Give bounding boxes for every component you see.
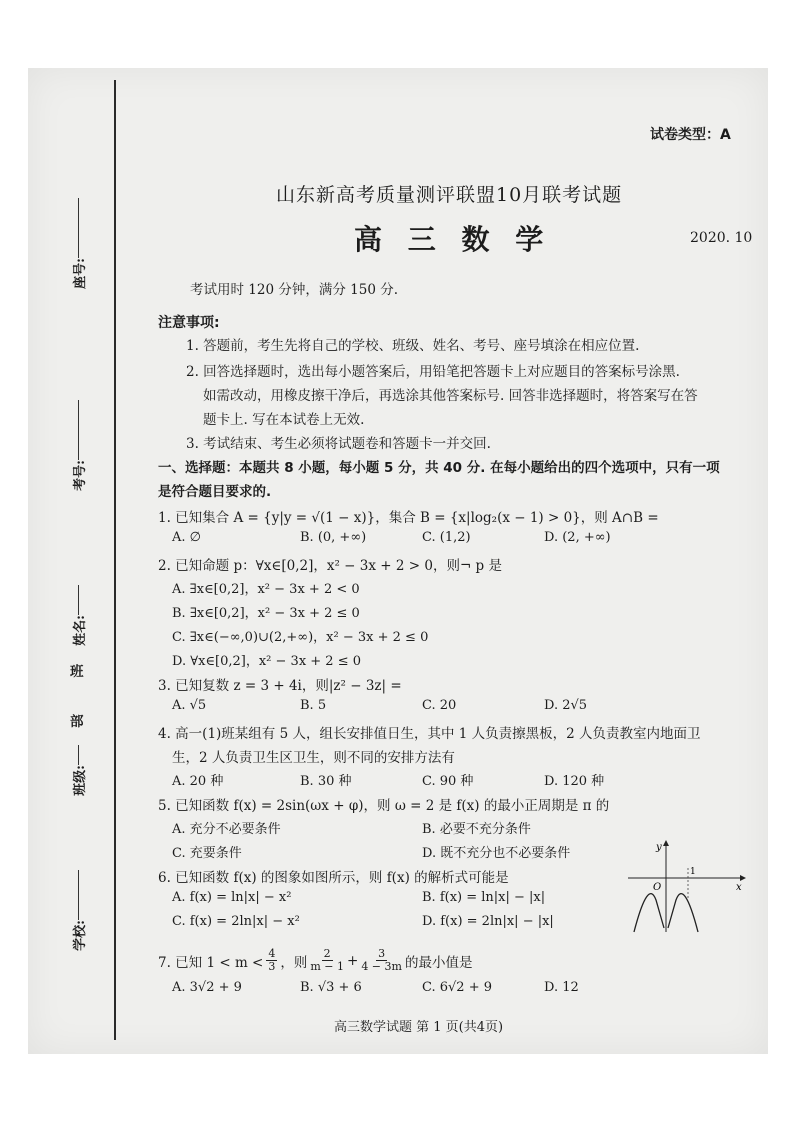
q7-fraction-1: [266, 948, 277, 973]
paper-type: 试卷类型：A: [650, 127, 731, 143]
q7-stem: [158, 948, 472, 973]
q2-stem: 2. 已知命题 p：∀x∈[0,2]，x² − 3x + 2 > 0，则¬ p 是: [158, 558, 502, 574]
q3-option-b: B. 5: [300, 698, 327, 713]
time-note: 考试用时 120 分钟，满分 150 分.: [190, 282, 398, 298]
exam-no-label: 考号:: [72, 460, 88, 491]
school-label: 学校:: [72, 920, 88, 951]
q4-option-c: C. 90 种: [422, 774, 474, 789]
q1-option-d: D. (2, +∞): [544, 530, 611, 545]
q7-frac2-num: 2: [323, 947, 331, 960]
class-blank: [78, 745, 79, 765]
q4-stem-line2: 生，2 人负责卫生区卫生，则不同的安排方法有: [172, 750, 455, 766]
main-title: 高 三 数 学: [354, 223, 552, 256]
note-2a: 2. 回答选择题时，选出每小题答案后，用铅笔把答题卡上对应题目的答案标号涂黑.: [186, 364, 680, 380]
school-field: [58, 870, 98, 951]
q7-stem-b: ，则: [280, 954, 308, 971]
q7-fraction-2: [310, 948, 344, 973]
q4-option-b: B. 30 种: [300, 774, 352, 789]
q5-option-c: C. 充要条件: [172, 846, 242, 861]
graph-y-arrow: [663, 840, 669, 846]
q6-option-c: C. f(x) = 2ln|x| − x²: [172, 914, 300, 929]
q2-option-b: B. ∃x∈[0,2]，x² − 3x + 2 ≤ 0: [172, 606, 360, 621]
note-1: 1. 答题前，考生先将自己的学校、班级、姓名、考号、座号填涂在相应位置.: [186, 338, 640, 354]
name-field: [58, 585, 98, 646]
page-footer: 高三数学试题 第 1 页(共4页): [334, 1020, 504, 1035]
q3-stem: 3. 已知复数 z = 3 + 4i，则|z² − 3z| =: [158, 678, 402, 694]
q1-option-c: C. (1,2): [422, 530, 471, 545]
q7-option-d: D. 12: [544, 980, 579, 995]
graph-left-branch: [634, 894, 664, 932]
ban-label: 班: [70, 664, 84, 680]
class-label: 班级:: [72, 765, 88, 796]
q7-frac3-den: 4 − 3m: [361, 960, 402, 973]
graph-x-label: x: [736, 882, 742, 893]
seat-blank: [78, 198, 79, 258]
q7-option-b: B. √3 + 6: [300, 980, 362, 995]
q2-option-c: C. ∃x∈(−∞,0)∪(2,+∞)，x² − 3x + 2 ≤ 0: [172, 630, 429, 645]
exam-no-blank: [78, 400, 79, 460]
exam-no-field: [58, 400, 98, 491]
q6-option-d: D. f(x) = 2ln|x| − |x|: [422, 914, 554, 929]
q7-stem-c: 的最小值是: [404, 954, 473, 971]
q1-option-b: B. (0, +∞): [300, 530, 367, 545]
seat-label: 座号:: [72, 258, 88, 289]
notes-title: 注意事项:: [158, 315, 220, 331]
note-2b: 如需改动，用橡皮擦干净后，再选涂其他答案标号. 回答非选择题时，将答案写在答: [203, 388, 698, 404]
q3-option-d: D. 2√5: [544, 698, 588, 713]
note-3: 3. 考试结束、考生必须将试题卷和答题卡一并交回.: [186, 436, 491, 452]
class-field: [58, 745, 98, 796]
q7-frac3-num: 3: [378, 947, 386, 960]
section1-line2: 是符合题目要求的.: [158, 484, 272, 500]
q5-option-a: A. 充分不必要条件: [172, 822, 281, 837]
q7-stem-a: 7. 已知 1 < m <: [158, 954, 264, 971]
q1-stem: 1. 已知集合 A = {y|y = √(1 − x)}，集合 B = {x|log₂(x − 1) > 0}，则 A∩B =: [158, 510, 659, 526]
q3-option-a: A. √5: [172, 698, 207, 713]
q6-option-a: A. f(x) = ln|x| − x²: [172, 890, 292, 905]
binding-line: [114, 80, 116, 1040]
q4-stem-line1: 4. 高一(1)班某组有 5 人，组长安排值日生，其中 1 人负责擦黑板，2 人负责教室内地面卫: [158, 726, 701, 742]
dept-label: 部: [70, 714, 84, 730]
graph-x-arrow: [740, 875, 746, 881]
name-label: 姓名:: [72, 615, 88, 646]
graph-origin-label: O: [653, 882, 662, 893]
q6-stem: 6. 已知函数 f(x) 的图象如图所示，则 f(x) 的解析式可能是: [158, 870, 509, 886]
q7-frac1-den: 3: [268, 960, 276, 973]
q4-option-a: A. 20 种: [172, 774, 224, 789]
q6-function-graph: [626, 838, 750, 934]
q5-option-d: D. 既不充分也不必要条件: [422, 846, 571, 861]
graph-one-label: 1: [690, 867, 696, 877]
q3-option-c: C. 20: [422, 698, 457, 713]
note-2c: 题卡上. 写在本试卷上无效.: [203, 412, 365, 428]
q7-frac2-den: m − 1: [310, 960, 344, 973]
q6-option-b: B. f(x) = ln|x| − |x|: [422, 890, 546, 905]
graph-y-label: y: [656, 842, 662, 853]
q5-stem: 5. 已知函数 f(x) = 2sin(ωx + φ)，则 ω = 2 是 f(x) 的最小正周期是 π 的: [158, 798, 610, 814]
q7-option-a: A. 3√2 + 9: [172, 980, 242, 995]
name-blank: [78, 585, 79, 615]
q7-fraction-3: [361, 948, 402, 973]
q4-option-d: D. 120 种: [544, 774, 605, 789]
school-blank: [78, 870, 79, 920]
org-title: 山东新高考质量测评联盟10月联考试题: [276, 184, 623, 206]
q2-option-a: A. ∃x∈[0,2]，x² − 3x + 2 < 0: [172, 582, 360, 597]
q7-frac1-num: 4: [268, 947, 276, 960]
q7-plus: +: [347, 952, 359, 969]
q7-option-c: C. 6√2 + 9: [422, 980, 493, 995]
graph-right-branch: [668, 894, 698, 932]
q1-option-a: A. ∅: [172, 530, 201, 545]
seat-field: [58, 198, 98, 289]
q2-option-d: D. ∀x∈[0,2]，x² − 3x + 2 ≤ 0: [172, 654, 362, 669]
exam-date: 2020. 10: [690, 230, 753, 246]
q5-option-b: B. 必要不充分条件: [422, 822, 531, 837]
section1-line1: 一、选择题：本题共 8 小题，每小题 5 分，共 40 分. 在每小题给出的四个选项中，只有一项: [158, 460, 720, 476]
